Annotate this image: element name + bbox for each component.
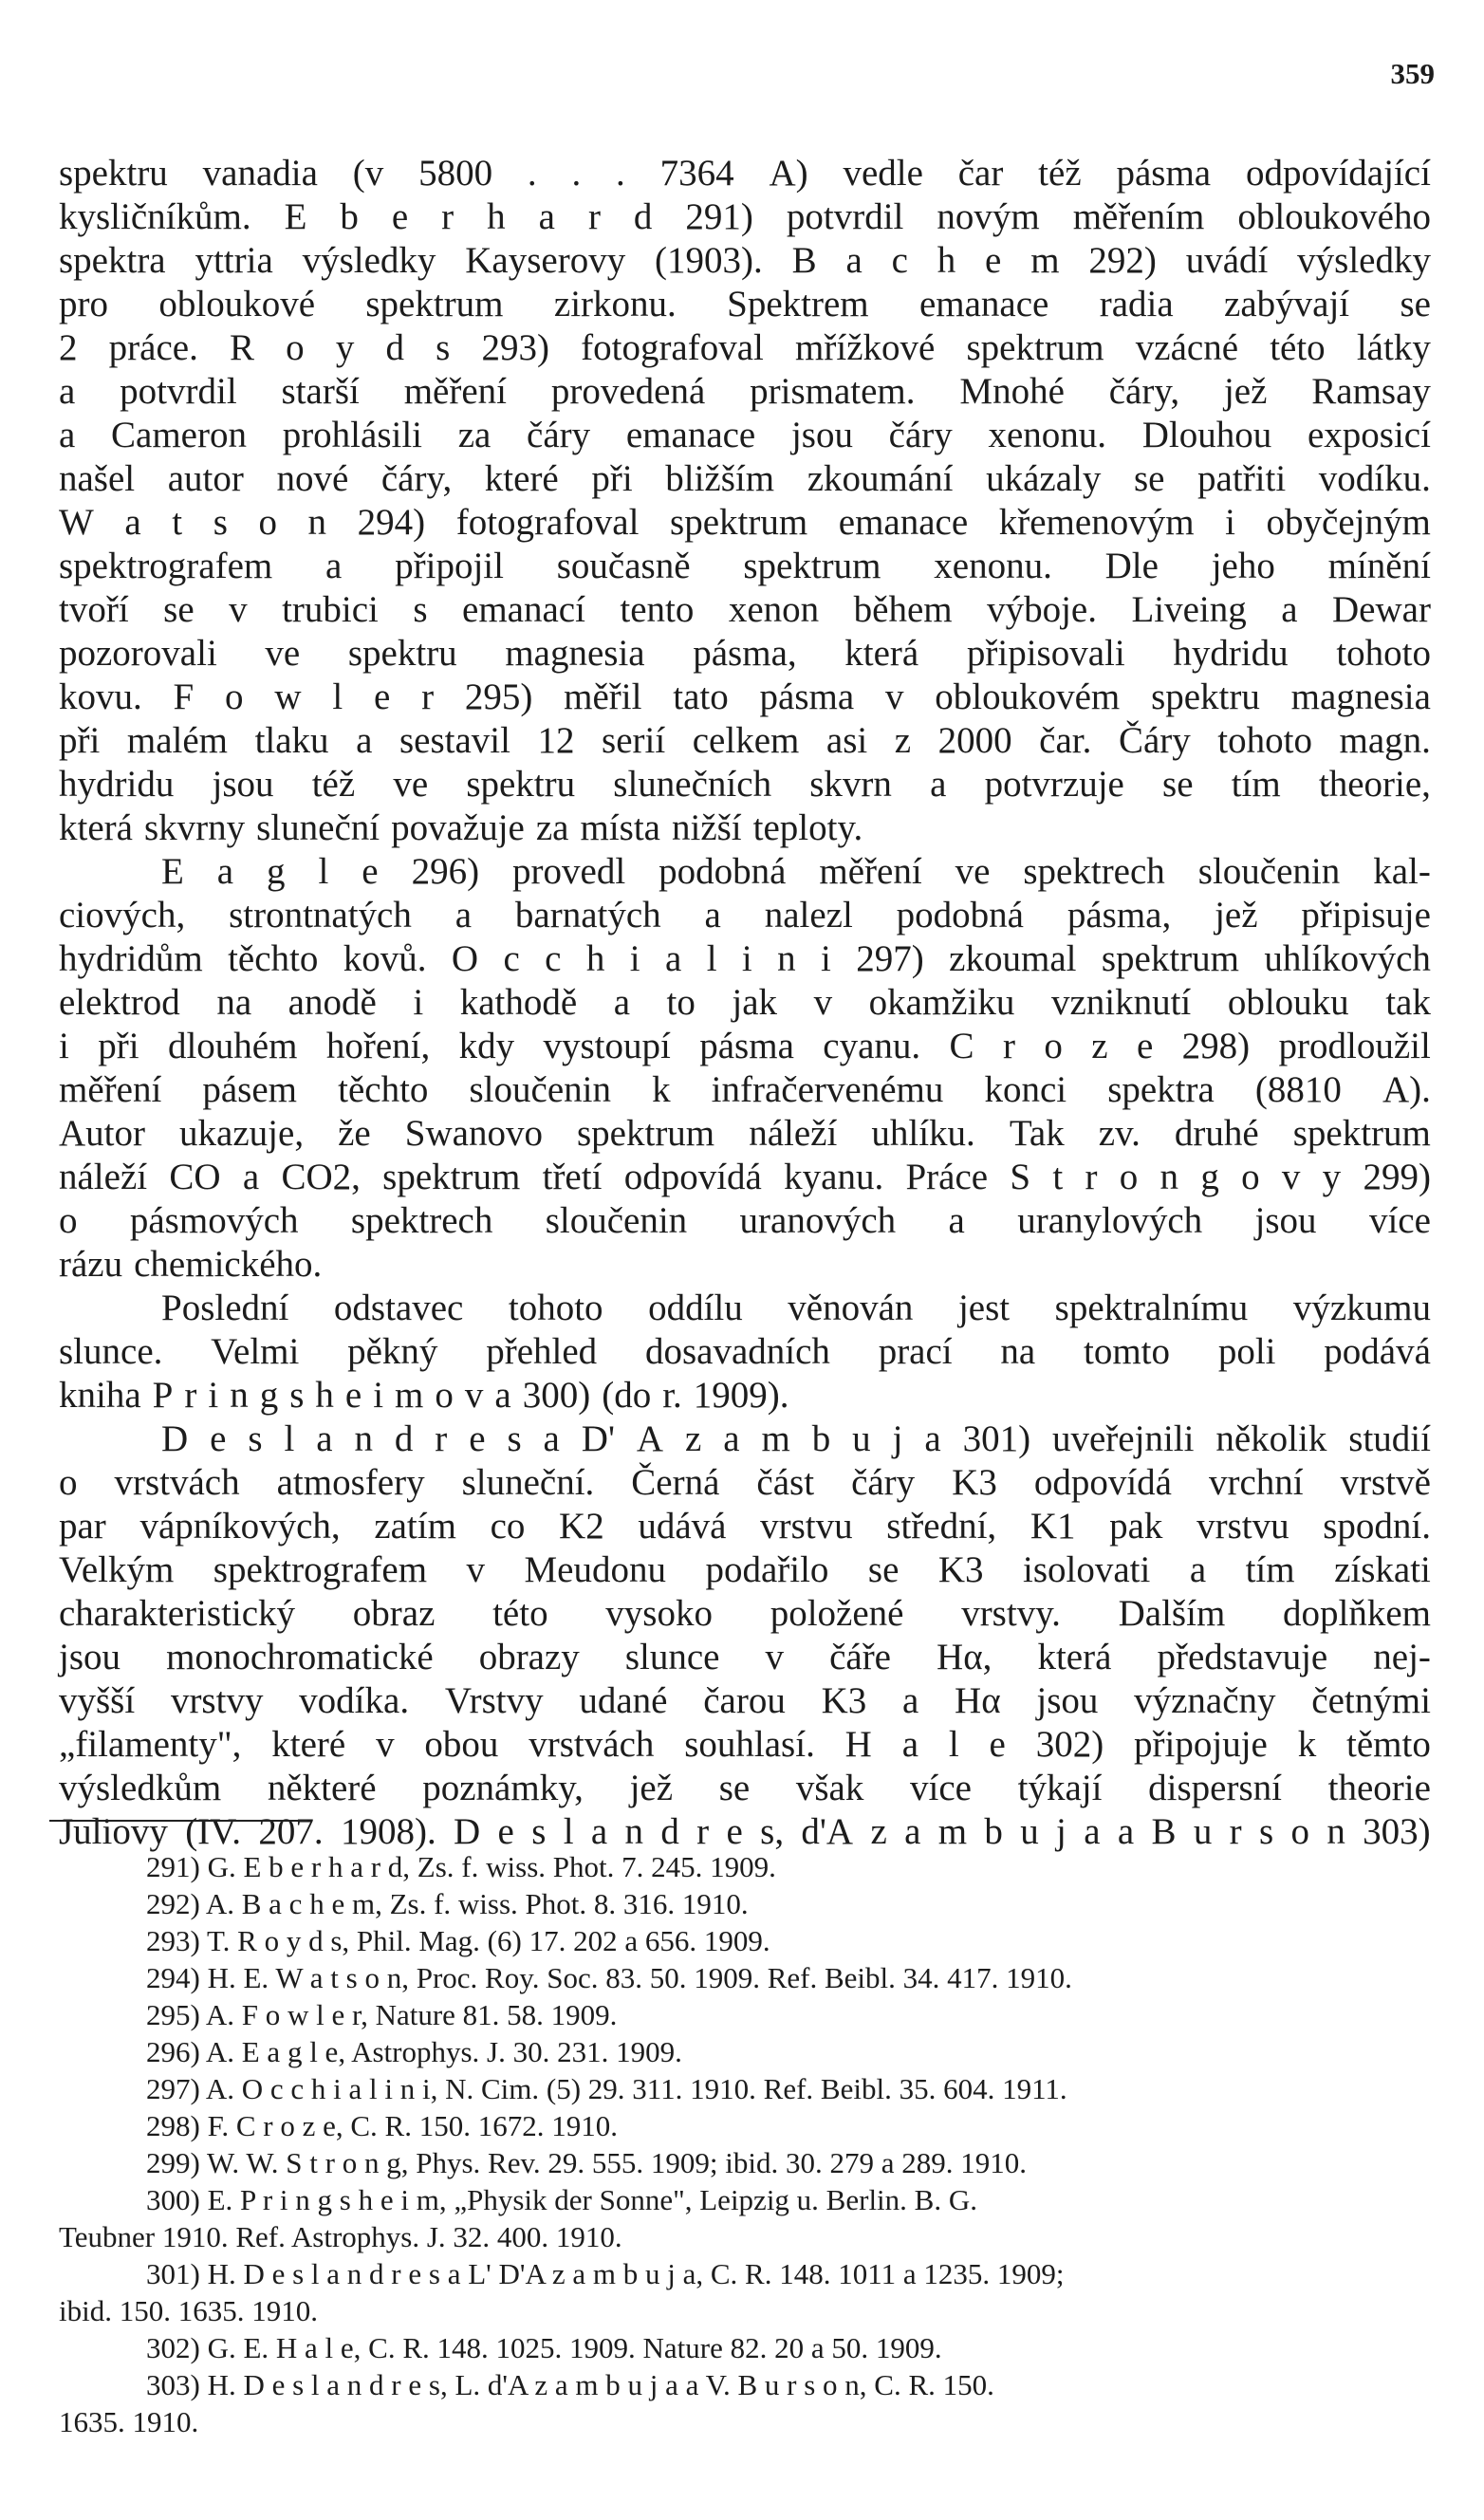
text-line: pozorovali ve spektru magnesia pásma, která připisovali hydridu tohoto [59, 633, 1431, 674]
text-line: Juliovy (IV. 207. 1908). D e s l a n d r e s, d'A z a m b u j a a B u r s o n 303) [59, 1811, 1431, 1852]
text-line: hydridu jsou též ve spektru slunečních skvrn a potvrzuje se tím theorie, [59, 764, 1431, 805]
footnotes [51, 1848, 1433, 2440]
text-line: kovu. F o w l e r 295) měřil tato pásma v obloukovém spektru magnesia [59, 676, 1431, 717]
text-line: Autor ukazuje, že Swanovo spektrum náleží uhlíku. Tak zv. druhé spektrum [59, 1113, 1431, 1154]
footnote: 291) G. E b e r h a r d, Zs. f. wiss. Phot. 7. 245. 1909. [146, 1850, 776, 1883]
text-line: kysličníkům. E b e r h a r d 291) potvrdil novým měřením obloukového [59, 196, 1431, 237]
text-line: ciových, strontnatých a barnatých a nalezl podobná pásma, jež připisuje [59, 895, 1431, 936]
text-line: E a g l e 296) provedl podobná měření ve spektrech sloučenin kal- [161, 851, 1431, 892]
text-line: jsou monochromatické obrazy slunce v čáře Hα, která představuje nej- [59, 1637, 1431, 1677]
text-line: spektrografem a připojil současně spektrum xenonu. Dle jeho mínění [59, 546, 1431, 586]
text-line: hydridům těchto kovů. O c c h i a l i n i 297) zkoumal spektrum uhlíkových [59, 938, 1431, 979]
footnote: 292) A. B a c h e m, Zs. f. wiss. Phot. 8. 316. 1910. [146, 1887, 749, 1920]
text-line: i při dlouhém hoření, kdy vystoupí pásma cyanu. C r o z e 298) prodloužil [59, 1026, 1431, 1066]
text-line: měření pásem těchto sloučenin k infračervenému konci spektra (8810 A). [59, 1069, 1431, 1110]
footnote-continuation: Teubner 1910. Ref. Astrophys. J. 32. 400. 1910. [59, 2220, 622, 2253]
footnote: 295) A. F o w l e r, Nature 81. 58. 1909. [146, 1998, 618, 2031]
text-line: slunce. Velmi pěkný přehled dosavadních prací na tomto poli podává [59, 1331, 1431, 1372]
text-line: Poslední odstavec tohoto oddílu věnován jest spektralnímu výzkumu [161, 1288, 1431, 1328]
footnote: 301) H. D e s l a n d r e s a L' D'A z a m b u j a, C. R. 148. 1011 a 1235. 1909; [146, 2257, 1065, 2290]
text-line: Velkým spektrografem v Meudonu podařilo se K3 isolovati a tím získati [59, 1549, 1431, 1590]
text-line: par vápníkových, zatím co K2 udává vrstvu střední, K1 pak vrstvu spodní. [59, 1506, 1431, 1547]
footnote-continuation: ibid. 150. 1635. 1910. [59, 2294, 318, 2327]
text-line: „filamenty", které v obou vrstvách souhlasí. H a l e 302) připojuje k těmto [59, 1724, 1431, 1765]
footnote: 294) H. E. W a t s o n, Proc. Roy. Soc. 83. 50. 1909. Ref. Beibl. 34. 417. 1910. [146, 1961, 1072, 1994]
footnote: 300) E. P r i n g s h e i m, „Physik der Sonne", Leipzig u. Berlin. B. G. [146, 2183, 977, 2216]
footnote-continuation: 1635. 1910. [59, 2405, 199, 2438]
footnote: 296) A. E a g l e, Astrophys. J. 30. 231. 1909. [146, 2035, 682, 2068]
text-line: našel autor nové čáry, které při bližším zkoumání ukázaly se patřiti vodíku. [59, 458, 1431, 499]
text-line: a Cameron prohlásili za čáry emanace jsou čáry xenonu. Dlouhou exposicí [59, 415, 1431, 455]
footnote: 293) T. R o y d s, Phil. Mag. (6) 17. 202 a 656. 1909. [146, 1924, 770, 1957]
text-line: tvoří se v trubici s emanací tento xenon během výboje. Liveing a Dewar [59, 589, 1431, 630]
text-line: charakteristický obraz této vysoko položené vrstvy. Dalším doplňkem [59, 1593, 1431, 1634]
text-line: elektrod na anodě i kathodě a to jak v okamžiku vzniknutí oblouku tak [59, 982, 1431, 1023]
footnote: 297) A. O c c h i a l i n i, N. Cim. (5) 29. 311. 1910. Ref. Beibl. 35. 604. 1911. [146, 2072, 1067, 2105]
text-line: o vrstvách atmosfery sluneční. Černá část čáry K3 odpovídá vrchní vrstvě [59, 1462, 1431, 1503]
text-line: pro obloukové spektrum zirkonu. Spektrem emanace radia zabývají se [59, 284, 1431, 324]
text-line: a potvrdil starší měření provedená prismatem. Mnohé čáry, jež Ramsay [59, 371, 1431, 412]
page-number: 359 [1390, 57, 1435, 90]
text-line: 2 práce. R o y d s 293) fotografoval mřížkové spektrum vzácné této látky [59, 327, 1431, 368]
text-line: náleží CO a CO2, spektrum třetí odpovídá kyanu. Práce S t r o n g o v y 299) [59, 1157, 1431, 1197]
footnote: 303) H. D e s l a n d r e s, L. d'A z a m b u j a a V. B u r s o n, C. R. 150. [146, 2368, 994, 2401]
footnote: 299) W. W. S t r o n g, Phys. Rev. 29. 555. 1909; ibid. 30. 279 a 289. 1910. [146, 2146, 1028, 2179]
body-text [59, 152, 1431, 1854]
text-line: která skvrny sluneční považuje za místa nižší teploty. [59, 807, 863, 848]
footnote: 302) G. E. H a l e, C. R. 148. 1025. 1909. Nature 82. 20 a 50. 1909. [146, 2331, 942, 2364]
text-line: spektra yttria výsledky Kayserovy (1903). B a c h e m 292) uvádí výsledky [59, 240, 1431, 281]
text-line: vyšší vrstvy vodíka. Vrstvy udané čarou K3 a Hα jsou význačny četnými [59, 1680, 1431, 1721]
text-line: výsledkům některé poznámky, jež se však více týkají dispersní theorie [59, 1768, 1431, 1808]
text-line: rázu chemického. [59, 1244, 323, 1285]
text-line: D e s l a n d r e s a D' A z a m b u j a 301) uveřejnili několik studií [161, 1418, 1431, 1459]
footnote-divider [49, 1820, 307, 1822]
text-line: W a t s o n 294) fotografoval spektrum emanace křemenovým i obyčejným [59, 502, 1431, 543]
text-line: spektru vanadia (v 5800 . . . 7364 A) vedle čar též pásma odpovídající [59, 153, 1431, 194]
footnote: 298) F. C r o z e, C. R. 150. 1672. 1910. [146, 2109, 618, 2142]
text-line: o pásmových spektrech sloučenin uranových a uranylových jsou více [59, 1200, 1431, 1241]
text-line: při malém tlaku a sestavil 12 serií celkem asi z 2000 čar. Čáry tohoto magn. [59, 720, 1431, 761]
text-line: kniha P r i n g s h e i m o v a 300) (do r. 1909). [59, 1375, 789, 1416]
